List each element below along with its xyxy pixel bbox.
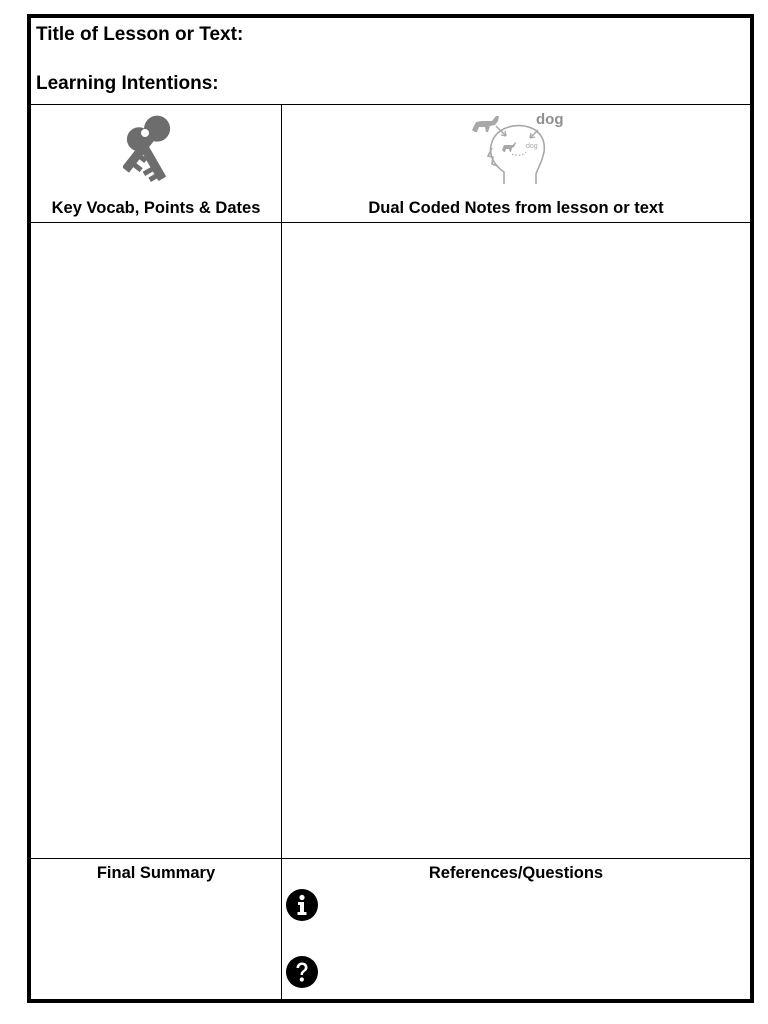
references-questions-heading: References/Questions (428, 864, 604, 882)
info-circle-icon (286, 889, 318, 921)
references-questions-cell[interactable] (282, 859, 750, 999)
key-vocab-heading: Key Vocab, Points & Dates (51, 199, 261, 217)
dual-coding-head-dog-icon (468, 108, 564, 186)
final-summary-cell[interactable] (31, 859, 281, 999)
learning-intentions-label: Learning Intentions: (36, 73, 219, 94)
question-circle-icon (286, 956, 318, 988)
dual-notes-heading: Dual Coded Notes from lesson or text (368, 199, 664, 217)
lesson-title-label: Title of Lesson or Text: (36, 24, 244, 45)
dog-word: dog (536, 111, 564, 128)
key-vocab-header-cell (31, 104, 281, 223)
final-summary-heading: Final Summary (96, 864, 216, 882)
dog-word-small: dog (526, 143, 538, 150)
keys-icon (123, 114, 185, 186)
dual-notes-header-cell (282, 104, 750, 223)
key-vocab-notes-area[interactable] (31, 223, 281, 859)
header-section (31, 18, 750, 105)
notes-sheet (27, 14, 754, 1003)
dual-coded-notes-area[interactable] (282, 223, 750, 859)
